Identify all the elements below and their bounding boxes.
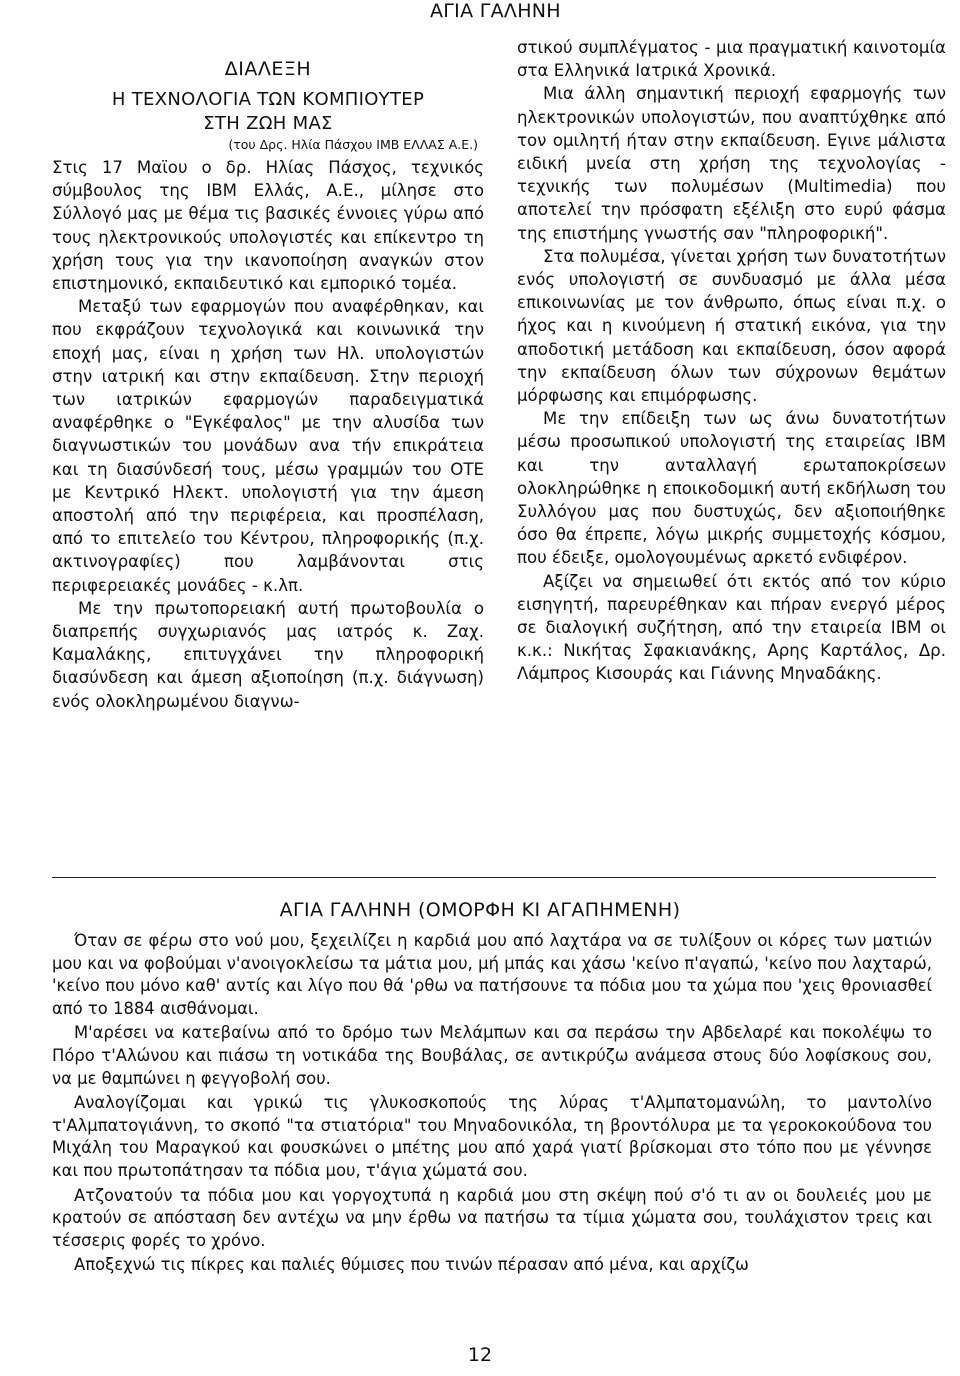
poem-paragraph: Ατζονατούν τα πόδια μου και γοργοχτυπά η καρδιά μου στη σκέψη πού σ'ό τι αν οι δουλειές μου με κρατούν σε απόσταση δεν αντέχω να μην έρθω να πατήσω τα τίμια χώματα σου, τουλάχιστον τρεις και τέσσερις φορές το χρόνο. — [52, 1185, 932, 1250]
lecture-byline: (του Δρς. Ηλία Πάσχου ΙΜΒ ΕΛΛΑΣ Α.Ε.) — [228, 137, 478, 152]
lecture-right-column — [517, 36, 946, 686]
poem-title: ΑΓΙΑ ΓΑΛΗΝΗ (ΟΜΟΡΦΗ ΚΙ ΑΓΑΠΗΜΕΝΗ) — [279, 899, 681, 921]
poem-paragraph: Μ'αρέσει να κατεβαίνω από το δρόμο των Μελάμπων και σα περάσω την Αβδελαρέ και ποκολέψω το Πόρο τ'Αλώνου και πιάσω τη νοτικάδα της Βουβάλας, σε αντικρύζω ανάμεσα στους δύο λοφίσκους σου, να με θαμπώνει η φεγγοβολή σου. — [52, 1023, 932, 1088]
running-head: ΑΓΙΑ ΓΑΛΗΝΗ — [430, 0, 561, 22]
lecture-paragraph: Με την πρωτοπορειακή αυτή πρωτοβουλία ο διαπρεπής συγχωριανός μας ιατρός κ. Ζαχ. Καμαλάκης, επιτυγχάνει την πληροφορική διασύνδεση και άμεση αξιοποίηση (π.χ. διάγνωση) ενός ολοκληρωμένου διαγνω- — [52, 598, 484, 711]
lecture-paragraph: Στις 17 Μαϊου ο δρ. Ηλίας Πάσχος, τεχνικός σύμβουλος της ΙΒΜ Ελλάς, Α.Ε., μίλησε στο Σύλλογό μας με θέμα τις βασικές έννοιες γύρω από τους ηλεκτρονικούς υπολογιστές και επίκεντρο τη χρήση τους για την ικανοποίηση αναγκών στον επιστημονικό, εκπαιδευτικό και εμπορικό τομέα. — [52, 158, 484, 294]
section-divider — [52, 877, 936, 878]
lecture-paragraph: Μια άλλη σημαντική περιοχή εφαρμογής των ηλεκτρονικών υπολογιστών, που αναπτύχθηκε από τον ομιλητή ήταν στην εκπαίδευση. Εγινε μάλιστα ειδική μνεία στη χρήση της τεχνολογίας - τεχνικής των πολυμέσων (Multimedia) που αποτελεί την πρόσφατη εξέλιξη στο ευρύ φάσμα της επιστήμης γνωστής σαν "πληροφορική". — [517, 84, 946, 243]
page-number: 12 — [467, 1344, 493, 1366]
lecture-paragraph: Στα πολυμέσα, γίνεται χρήση των δυνατοτήτων ενός υπολογιστή σε συνδυασμό με άλλα μέσα επικοινωνίας με τον άνθρωπο, όπως είναι π.χ. ο ήχος και η κινούμενη ή στατική εικόνα, για την αποδοτική μετάδοση και εκπαίδευση, όσον αφορά την εκπαίδευση όλων των σύχρονων θεμάτων μόρφωσης και επιμόρφωσης. — [517, 246, 946, 406]
poem-body — [52, 930, 932, 1279]
poem-paragraph: Αποξεχνώ τις πίκρες και παλιές θύμισες που τινών πέρασαν από μένα, και αρχίζω — [74, 1255, 749, 1275]
lecture-paragraph: Με την επίδειξη των ως άνω δυνατοτήτων μέσω προσωπικού υπολογιστή της εταιρείας ΙΒΜ και την ανταλλαγή ερωταποκρίσεων ολοκληρώθηκε η εποικοδομική αυτή εκδήλωση του Συλλόγου μας που δυστυχώς, δεν αξιοποιήθηκε όσο θα έπρεπε, λόγω μικρής συμμετοχής κόσμου, που έδειξε, ομολογουμένως αρκετό ενδιφέρον. — [517, 409, 946, 568]
poem-paragraph: Όταν σε φέρω στο νού μου, ξεχειλίζει η καρδιά μου από λαχτάρα να σε τυλίξουν οι κόρες των ματιών μου και να φοβούμαι ν'ανοιγοκλείσω τα μάτια μου, μή μπάς και χάσω 'κείνο π'αγαπώ, 'κείνο που λαχταρώ, 'κείνο που μόνο καθ' αντίς και λίγο που θά 'ρθω να πατήσουνε τα πόδια μου τα χώμα που 'χεις θρονιασθεί από το 1884 αισθάνομαι. — [52, 931, 932, 1018]
lecture-subtitle-line-1: Η ΤΕΧΝΟΛΟΓΙΑ ΤΩΝ ΚΟΜΠΙΟΥΤΕΡ — [111, 89, 425, 110]
lecture-paragraph: στικού συμπλέγματος - μια πραγματική καινοτομία στα Ελληνικά Ιατρικά Χρονικά. — [517, 38, 946, 81]
lecture-paragraph: Μεταξύ των εφαρμογών που αναφέρθηκαν, και που εκφράζουν τεχνολογικά και κοινωνικά την εποχή μας, είναι η χρήση των Ηλ. υπολογιστών στην ιατρική και στην εκπαίδευση. Στην περιοχή των ιατρικών εφαρμογών παραδειγματικά αναφέρθηκε ο "Εγκέφαλος" με την αλυσίδα των διαγνωστικών του μονάδων ανα τήν επικράτεια και τη διασύνδεσή τους, μέσω γραμμών του ΟΤΕ με Κεντρικό Ηλεκτ. υπολογιστή για την άμεση αποστολή από την περιφέρεια, και προσπέλαση, από το επιτελείο του Κέντρου, πληροφορικής (π.χ. ακτινογραφίες) που λαμβάνονται στις περιφερειακές μονάδες - κ.λπ. — [52, 297, 484, 595]
lecture-heading: ΔΙΑΛΕΞΗ — [224, 58, 312, 80]
lecture-paragraph: Αξίζει να σημειωθεί ότι εκτός από τον κύριο εισηγητή, παρευρέθηκαν και πήραν ενεργό μέρος σε διαλογική συζήτηση, από την εταιρεία ΙΒΜ οι κ.κ.: Νικήτας Σφακιανάκης, Αρης Καρτάλος, Δρ. Λάμπρος Κισουράς και Γιάννης Μηναδάκης. — [517, 571, 946, 684]
poem-paragraph: Αναλογίζομαι και γρικώ τις γλυκοσκοπούς της λύρας τ'Αλμπατομανώλη, το μαντολίνο τ'Αλμπατογιάννη, το σκοπό "τα στιατόρια" του Μηναδονικόλα, τη βροντόλυρα με τα γεροκοκούδονα του Μιχάλη του Μαραγκού και φουσκώνει ο μπέτης μου από χαρά γιατί βρίσκομαι στο τόπο που με γέννησε και που πρωτοπάτησαν τα πόδια μου, τ'άγια χώματά σου. — [52, 1093, 932, 1180]
lecture-left-column — [52, 36, 484, 713]
lecture-subtitle-line-2: ΣΤΗ ΖΩΗ ΜΑΣ — [203, 113, 333, 134]
